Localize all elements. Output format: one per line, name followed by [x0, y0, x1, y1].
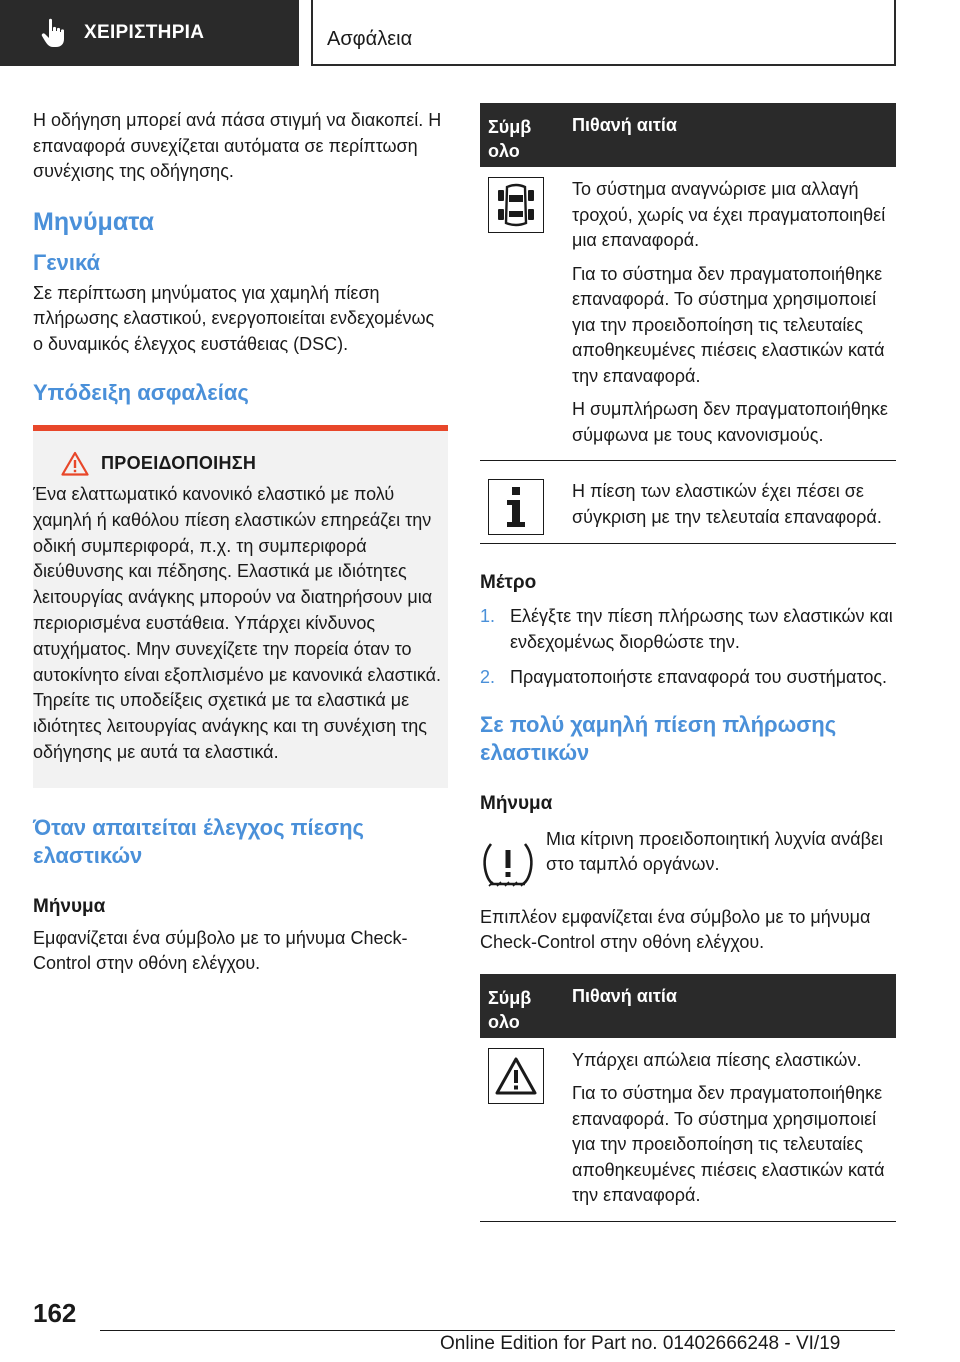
- heading-general: Γενικά: [33, 249, 101, 275]
- warning-triangle-icon: [488, 1048, 544, 1104]
- right-column: [480, 103, 896, 1222]
- warning-header: [33, 451, 448, 476]
- heading-measures: Μέτρο: [480, 572, 537, 593]
- symbol-cell: [480, 479, 558, 535]
- general-paragraph: Σε περίπτωση μηνύματος για χαμηλή πίεση πλήρωσης ελαστικού, ενεργοποιείται ενδεχομένως ο δυναμικός έλεγχος ευστάθειας (DSC).: [33, 282, 435, 354]
- footer-divider: [100, 1330, 895, 1331]
- lamp-paragraph: Μια κίτρινη προειδοποιητική λυχνία ανάβει στο ταμπλό οργάνων.: [546, 828, 883, 874]
- table-row: [480, 1038, 896, 1222]
- cause-line: Υπάρχει απώλεια πίεσης ελαστικών.: [572, 1049, 862, 1070]
- cause-line: Για το σύστημα δεν πραγματοποιήθηκε επαναφορά. Το σύστημα χρησιμοποιεί για την προειδοποίηση τις τελευταίες αποθηκευμένες πιέσεις ελαστικών κατά την επαναφορά.: [572, 263, 885, 386]
- measures-list: [480, 604, 896, 691]
- list-number: 2.: [480, 667, 496, 687]
- tire-pressure-warning-icon: [480, 835, 536, 891]
- symbol-header-text: Σύμβολο: [488, 117, 532, 161]
- heading-message: Μήνυμα: [33, 895, 106, 917]
- intro-paragraph: Η οδήγηση μπορεί ανά πάσα στιγμή να διακοπεί. Η επαναφορά συνεχίζεται αυτόματα σε περίπτωση συνέχισης της οδήγησης.: [33, 110, 442, 181]
- warning-lamp-row: [480, 827, 896, 891]
- cause-table-2: [480, 974, 896, 1222]
- symbol-cell: [480, 177, 558, 448]
- cause-cell: [558, 177, 896, 448]
- symbol-cell: [480, 1048, 558, 1209]
- chapter-tab[interactable]: [0, 0, 299, 66]
- check-control-paragraph: Επιπλέον εμφανίζεται ένα σύμβολο με το μήνυμα Check-Control στην οθόνη ελέγχου.: [480, 906, 871, 952]
- section-title: Ασφάλεια: [311, 0, 896, 66]
- table-header: [480, 103, 896, 167]
- warning-text: Ένα ελαττωματικό κανονικό ελαστικό με πολύ χαμηλή ή καθόλου πίεση ελαστικών επηρεάζει την οδική συμπεριφορά, π.χ. τη συμπεριφορά διεύθυνσης και πέδησης. Ελαστικά με ιδιότητες λειτουργίας ανάγκης μπορούν να διατηρήσουν μια περιορισμένα ευστάθεια. Υπάρχει κίνδυνος ατυχήματος. Μην συνεχίζετε την πορεία όταν το αυτοκίνητο είναι εξοπλισμένο με κανονικά ελαστικά. Τηρείτε τις υποδείξεις σχετικά με τα ελαστικά με ιδιότητες λειτουργίας ανάγκης και τη συνέχιση της οδήγησης με αυτά τα ελαστικά.: [33, 484, 442, 762]
- left-column: [33, 108, 448, 977]
- cause-line: Για το σύστημα δεν πραγματοποιήθηκε επαναφορά. Το σύστημα χρησιμοποιεί για την προειδοποίηση τις τελευταίες αποθηκευμένες πιέσεις ελαστικών κατά την επαναφορά.: [572, 1083, 885, 1205]
- heading-messages: Μηνύματα: [33, 207, 155, 236]
- info-icon: [488, 479, 544, 535]
- cause-table-1: [480, 103, 896, 544]
- column-header-cause: Πιθανή αιτία: [572, 985, 677, 1006]
- column-header-symbol: [480, 974, 558, 1038]
- list-item: [480, 665, 896, 691]
- list-text: Ελέγξτε την πίεση πλήρωσης των ελαστικών και ενδεχομένως διορθώστε την.: [510, 606, 893, 652]
- heading-safety-note: Υπόδειξη ασφαλείας: [33, 380, 249, 405]
- heading-very-low-pressure: Σε πολύ χαμηλή πίεση πλήρωσης ελαστικών: [480, 711, 837, 765]
- table-row: [480, 167, 896, 461]
- column-header-cause: Πιθανή αιτία: [572, 115, 677, 135]
- check-control-paragraph: Εμφανίζεται ένα σύμβολο με το μήνυμα Check-Control στην οθόνη ελέγχου.: [33, 927, 408, 974]
- hand-pointer-icon: [40, 17, 68, 49]
- cause-line: Το σύστημα αναγνώρισε μια αλλαγή τροχού, χωρίς να έχει πραγματοποιηθεί μια επαναφορά.: [572, 179, 886, 250]
- heading-message: Μήνυμα: [480, 792, 553, 814]
- page-number: 162: [33, 1298, 77, 1328]
- warning-triangle-icon: [61, 451, 89, 476]
- warning-box: [33, 425, 448, 788]
- heading-pressure-check: Όταν απαιτείται έλεγχος πίεσης ελαστικών: [33, 814, 364, 868]
- column-header-symbol: [480, 103, 558, 167]
- cause-cell: [558, 1048, 896, 1209]
- edition-footer: Online Edition for Part no. 01402666248 - VI/19: [440, 1333, 841, 1354]
- car-wheels-icon: [488, 177, 544, 233]
- cause-cell: [558, 479, 896, 535]
- cause-line: Η πίεση των ελαστικών έχει πέσει σε σύγκριση με την τελευταία επαναφορά.: [572, 481, 882, 527]
- symbol-header-text: Σύμβολο: [488, 987, 532, 1032]
- list-item: [480, 604, 896, 655]
- list-number: 1.: [480, 606, 496, 626]
- cause-line: Η συμπλήρωση δεν πραγματοποιήθηκε σύμφωνα με τους κανονισμούς.: [572, 399, 888, 445]
- chapter-tab-label: ΧΕΙΡΙΣΤΗΡΙΑ: [84, 22, 205, 43]
- table-row: [480, 461, 896, 544]
- list-text: Πραγματοποιήστε επαναφορά του συστήματος.: [510, 667, 888, 687]
- table-header: [480, 974, 896, 1038]
- warning-title: ΠΡΟΕΙΔΟΠΟΙΗΣΗ: [101, 453, 257, 473]
